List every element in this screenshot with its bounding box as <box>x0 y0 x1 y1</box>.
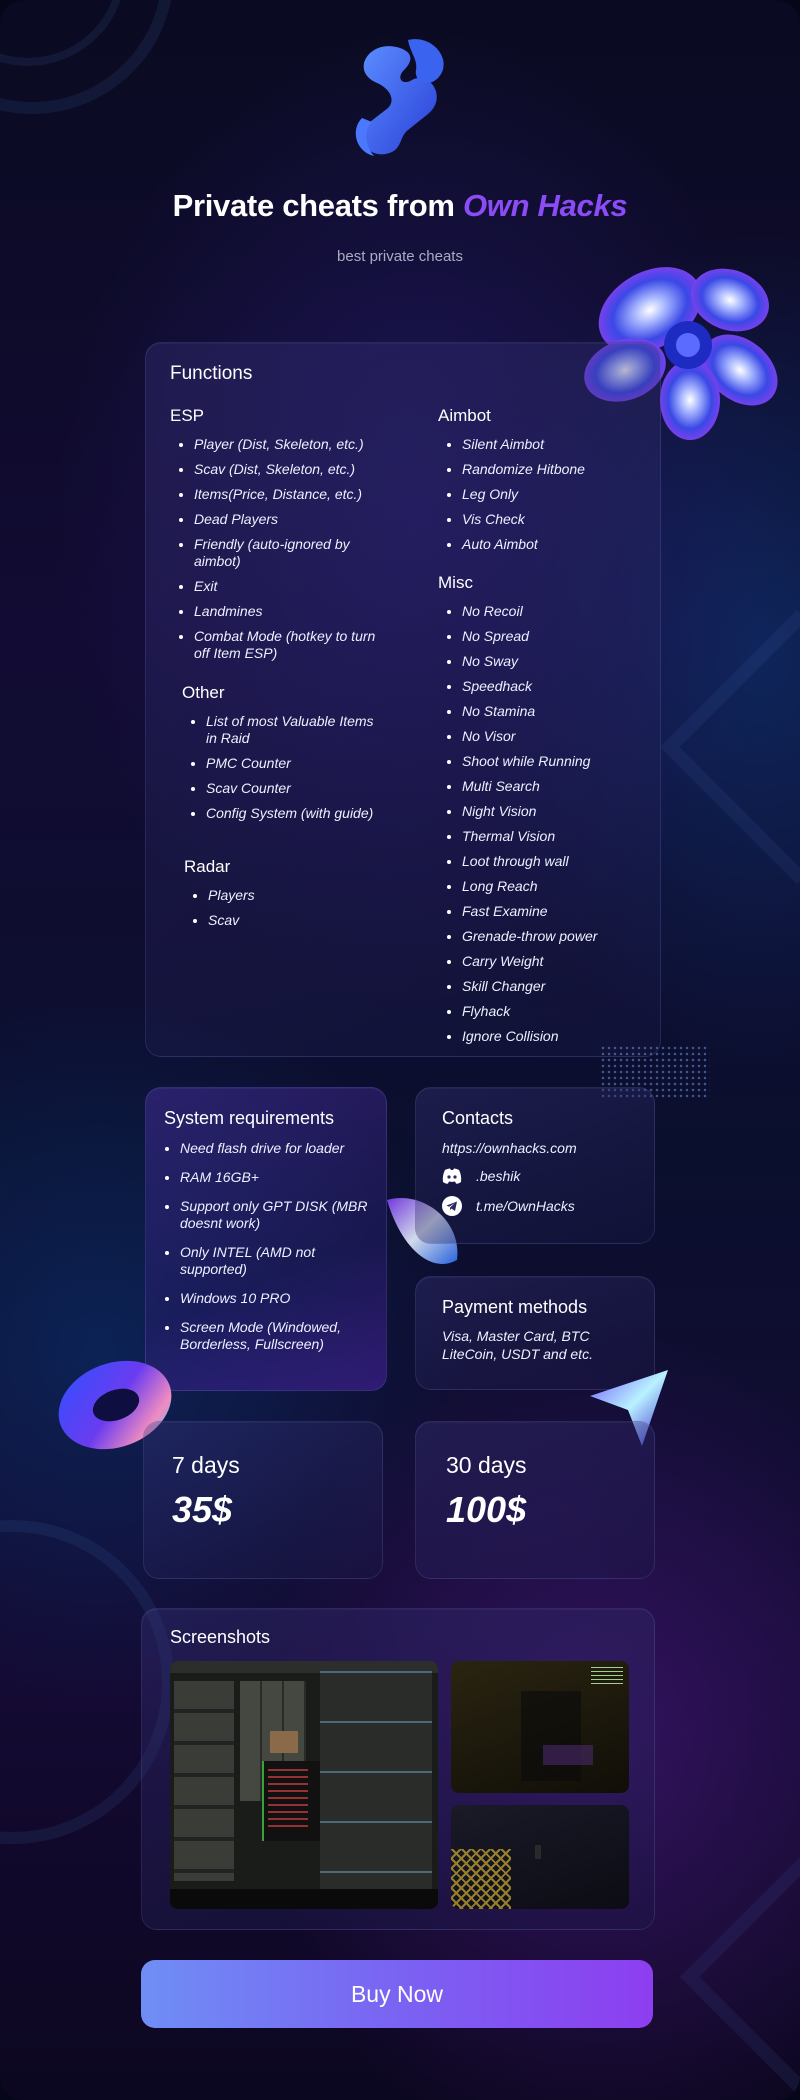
contacts-card <box>415 1087 655 1244</box>
page-subtitle: best private cheats <box>337 248 463 265</box>
list-item: Ignore Collision <box>438 1028 648 1045</box>
esp-list <box>170 436 380 662</box>
pricing-card-30-days[interactable] <box>415 1421 655 1579</box>
screenshots-card <box>141 1608 655 1930</box>
misc-list <box>438 603 648 1045</box>
telegram-handle: t.me/OwnHacks <box>476 1198 575 1214</box>
discord-icon <box>442 1168 462 1184</box>
list-item: RAM 16GB+ <box>156 1169 378 1186</box>
functions-heading: Functions <box>170 363 253 384</box>
list-item: Scav Counter <box>182 780 382 797</box>
list-item: Only INTEL (AMD not supported) <box>156 1244 378 1278</box>
radar-section <box>184 857 384 937</box>
list-item: Scav <box>184 912 384 929</box>
website-link[interactable]: https://ownhacks.com <box>442 1140 577 1156</box>
list-item: Exit <box>170 578 380 595</box>
contacts-heading: Contacts <box>442 1108 514 1128</box>
list-item: Loot through wall <box>438 853 648 870</box>
misc-heading: Misc <box>438 573 473 592</box>
discord-contact[interactable] <box>442 1168 520 1184</box>
radar-list <box>184 887 384 929</box>
plan-price: 100$ <box>446 1489 527 1530</box>
list-item: Silent Aimbot <box>438 436 648 453</box>
discord-handle: .beshik <box>476 1168 521 1184</box>
list-item: Skill Changer <box>438 978 648 995</box>
list-item: Combat Mode (hotkey to turn off Item ESP) <box>170 628 380 662</box>
aimbot-heading: Aimbot <box>438 406 491 425</box>
list-item: Windows 10 PRO <box>156 1290 378 1307</box>
list-item: Carry Weight <box>438 953 648 970</box>
list-item: Fast Examine <box>438 903 648 920</box>
list-item: Leg Only <box>438 486 648 503</box>
esp-section <box>170 406 380 670</box>
list-item: No Spread <box>438 628 648 645</box>
list-item: Players <box>184 887 384 904</box>
list-item: No Recoil <box>438 603 648 620</box>
list-item: Long Reach <box>438 878 648 895</box>
bg-chevron <box>660 610 800 884</box>
other-heading: Other <box>182 683 225 702</box>
payment-heading: Payment methods <box>442 1297 588 1317</box>
plan-period: 7 days <box>172 1452 240 1478</box>
list-item: Items(Price, Distance, etc.) <box>170 486 380 503</box>
list-item: Randomize Hitbone <box>438 461 648 478</box>
requirements-heading: System requirements <box>164 1108 335 1128</box>
list-item: Landmines <box>170 603 380 620</box>
aimbot-list <box>438 436 648 553</box>
list-item: Night Vision <box>438 803 648 820</box>
radar-heading: Radar <box>184 857 231 876</box>
list-item: Config System (with guide) <box>182 805 382 822</box>
screenshot-night[interactable] <box>451 1661 629 1793</box>
list-item: Support only GPT DISK (MBR doesnt work) <box>156 1198 378 1232</box>
list-item: Screen Mode (Windowed, Borderless, Fullscreen) <box>156 1319 378 1353</box>
list-item: Multi Search <box>438 778 648 795</box>
list-item: Flyhack <box>438 1003 648 1020</box>
list-item: Grenade-throw power <box>438 928 648 945</box>
other-list <box>182 713 382 822</box>
esp-heading: ESP <box>170 406 205 425</box>
list-item: Shoot while Running <box>438 753 648 770</box>
payment-methods-text: Visa, Master Card, BTC LiteCoin, USDT and etc. <box>442 1328 593 1362</box>
list-item: Thermal Vision <box>438 828 648 845</box>
screenshot-inventory[interactable] <box>170 1661 438 1909</box>
plan-price: 35$ <box>172 1489 233 1530</box>
list-item: Vis Check <box>438 511 648 528</box>
list-item: No Visor <box>438 728 648 745</box>
list-item: Scav (Dist, Skeleton, etc.) <box>170 461 380 478</box>
telegram-icon <box>442 1196 462 1216</box>
functions-card <box>145 342 661 1057</box>
list-item: Friendly (auto-ignored by aimbot) <box>170 536 380 570</box>
requirements-list <box>156 1140 378 1361</box>
list-item: Player (Dist, Skeleton, etc.) <box>170 436 380 453</box>
plan-info <box>446 1452 527 1531</box>
plan-info <box>172 1452 240 1531</box>
list-item: Need flash drive for loader <box>156 1140 378 1157</box>
plan-period: 30 days <box>446 1452 527 1478</box>
telegram-contact[interactable] <box>442 1196 575 1216</box>
screenshots-heading: Screenshots <box>170 1627 271 1647</box>
list-item: No Sway <box>438 653 648 670</box>
bg-chevron <box>680 1840 800 2100</box>
list-item: Speedhack <box>438 678 648 695</box>
list-item: PMC Counter <box>182 755 382 772</box>
other-section <box>182 683 382 830</box>
screenshot-fence[interactable] <box>451 1805 629 1909</box>
list-item: Dead Players <box>170 511 380 528</box>
page-title: Private cheats from Own Hacks <box>172 188 628 223</box>
buy-now-button[interactable]: Buy Now <box>141 1960 653 2028</box>
list-item: List of most Valuable Items in Raid <box>182 713 382 747</box>
brand-name: Own Hacks <box>462 188 628 223</box>
requirements-card <box>145 1087 387 1391</box>
aimbot-section <box>438 406 648 561</box>
logo-icon <box>330 30 470 170</box>
misc-section <box>438 573 648 1053</box>
list-item: No Stamina <box>438 703 648 720</box>
list-item: Auto Aimbot <box>438 536 648 553</box>
pricing-card-7-days[interactable] <box>143 1421 383 1579</box>
